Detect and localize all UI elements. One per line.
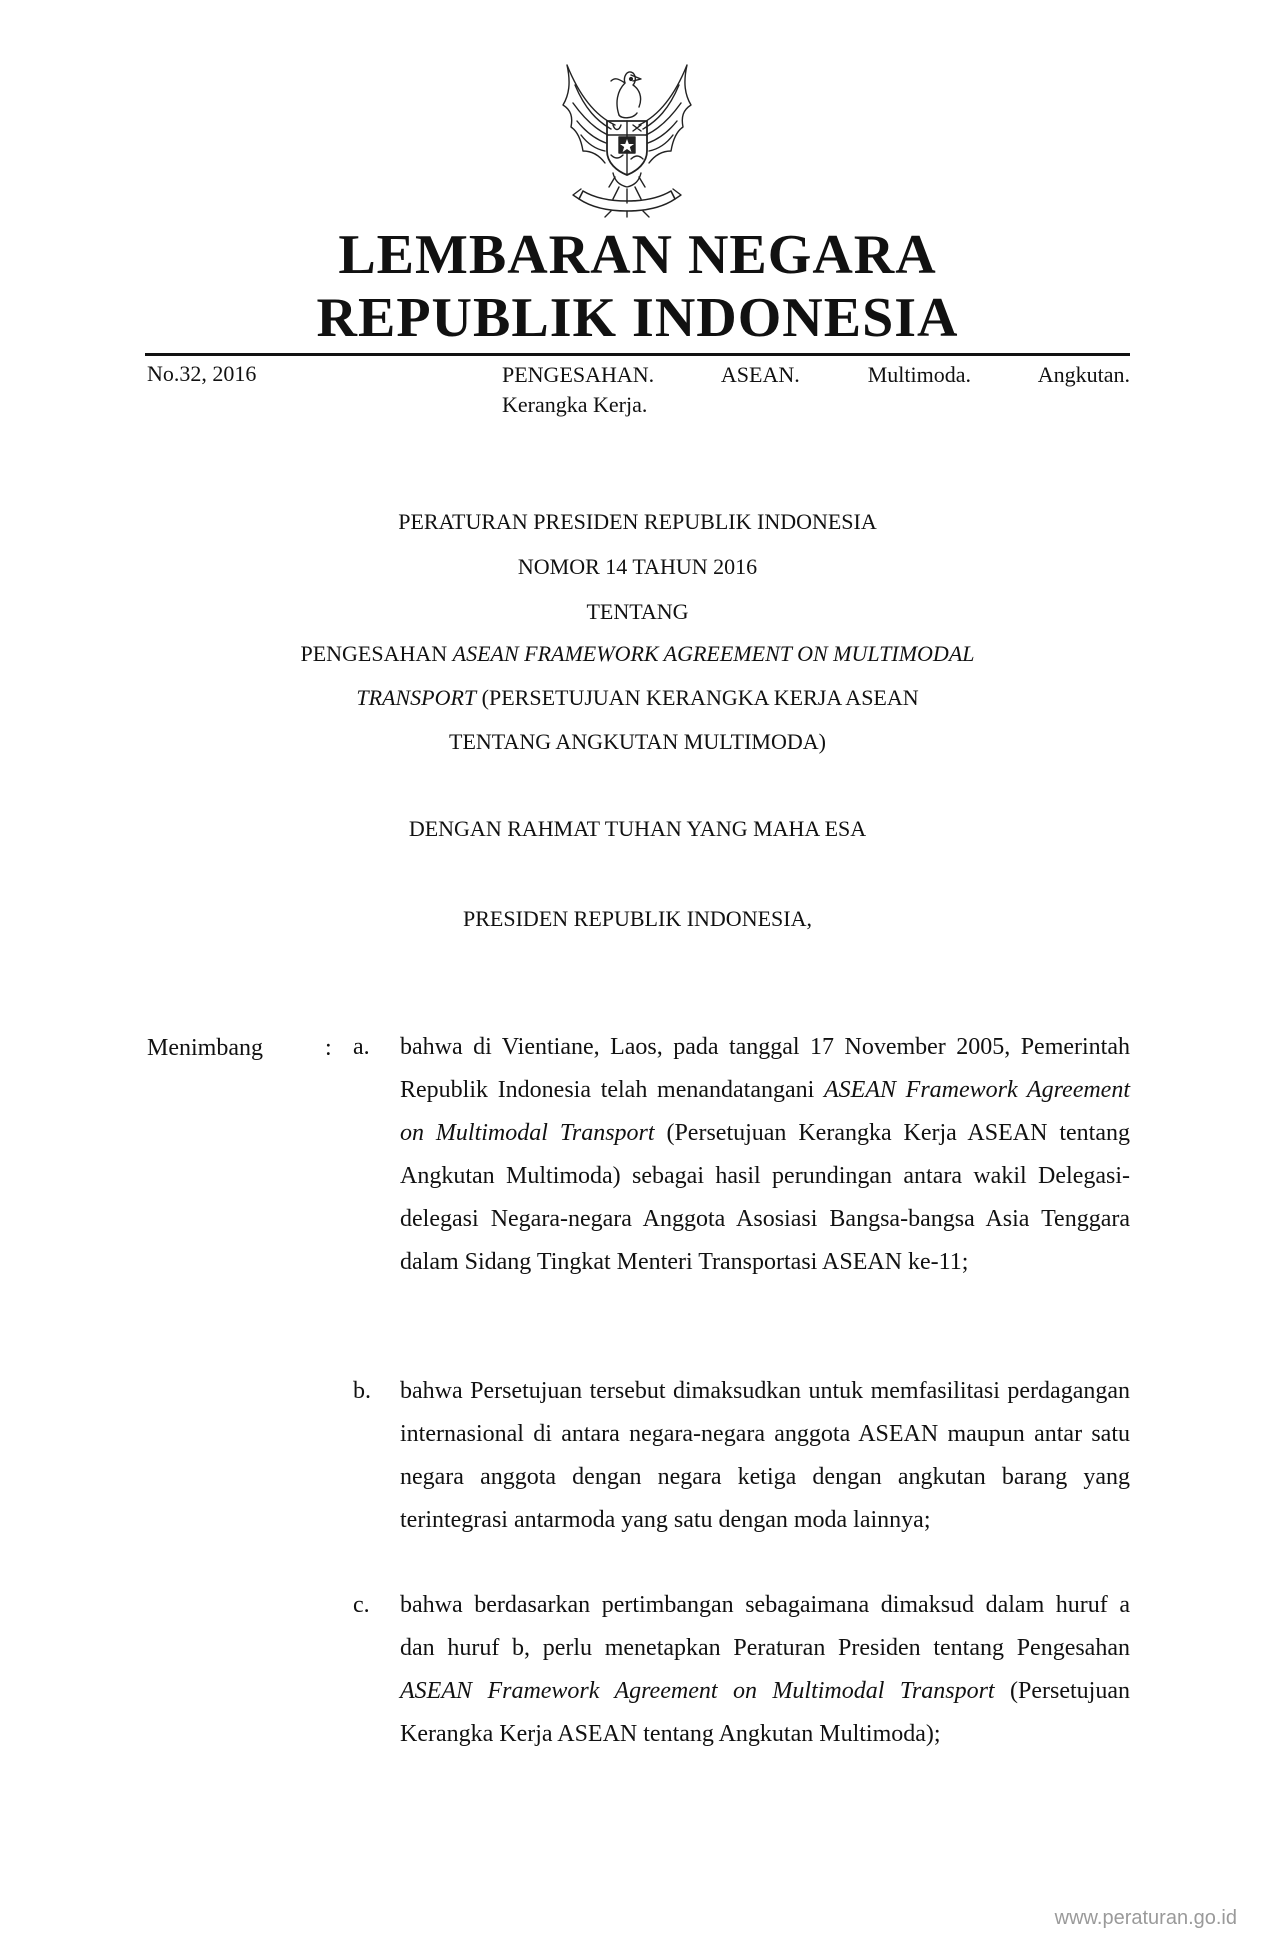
item-text-italic: ASEAN Framework Agreement on Multimodal Transport	[400, 1678, 995, 1704]
regulation-type: PERATURAN PRESIDEN REPUBLIK INDONESIA	[398, 509, 877, 534]
item-text-part: bahwa di Vientiane, Laos, pada tanggal 17 November 2005, Pemerintah Republik Indonesia telah menandatangani	[400, 1034, 1130, 1103]
item-marker: a.	[353, 1034, 370, 1060]
considering-label: Menimbang	[147, 1035, 263, 1061]
gazette-subject-line1: PENGESAHAN. ASEAN. Multimoda. Angkutan.	[502, 362, 1130, 387]
title-divider	[145, 353, 1130, 356]
regulation-title-line2-plain: (PERSETUJUAN KERANGKA KERJA ASEAN	[476, 685, 919, 710]
regulation-title-line2	[145, 684, 1130, 712]
garuda-pancasila-emblem-icon	[553, 55, 701, 220]
regulation-about: TENTANG	[586, 599, 689, 624]
regulation-title-line1	[145, 640, 1130, 668]
considering-item-a	[353, 1026, 1130, 1376]
gazette-title-line2: REPUBLIK INDONESIA	[316, 287, 959, 349]
item-text-italic: ASEAN Framework Agreement on Multimodal Transport	[400, 1077, 1130, 1146]
regulation-title-line2-italic: TRANSPORT	[356, 685, 477, 710]
gazette-number: No.32, 2016	[147, 361, 257, 386]
considering-item-b	[353, 1370, 1130, 1590]
considering-colon: :	[325, 1035, 332, 1061]
regulation-title-line1-plain: PENGESAHAN	[300, 641, 453, 666]
invocation: DENGAN RAHMAT TUHAN YANG MAHA ESA	[408, 816, 867, 841]
regulation-number: NOMOR 14 TAHUN 2016	[517, 554, 758, 579]
issuer: PRESIDEN REPUBLIK INDONESIA,	[463, 906, 812, 931]
item-text-part: bahwa Persetujuan tersebut dimaksudkan untuk memfasilitasi perdagangan internasional di antara negara-negara anggota ASEAN maupun antar satu negara anggota dengan negara ketiga dengan angkutan barang yang terintegrasi antarmoda yang satu dengan moda lainnya;	[400, 1378, 1130, 1533]
item-text-part: bahwa berdasarkan pertimbangan sebagaimana dimaksud dalam huruf a dan huruf b, perlu menetapkan Peraturan Presiden tentang Pengesahan	[400, 1592, 1130, 1661]
regulation-title-line1-italic: ASEAN FRAMEWORK AGREEMENT ON MULTIMODAL	[452, 641, 975, 666]
gazette-subject	[502, 360, 1130, 420]
regulation-title-line3: TENTANG ANGKUTAN MULTIMODA)	[449, 729, 826, 754]
item-marker: b.	[353, 1378, 371, 1404]
considering-item-c	[353, 1584, 1130, 1764]
footer-url[interactable]: www.peraturan.go.id	[1054, 1907, 1237, 1929]
item-text-part: (Persetujuan Kerangka Kerja ASEAN tentang Angkutan Multimoda) sebagai hasil perundingan antara wakil Delegasi-delegasi Negara-negara Anggota Asosiasi Bangsa-bangsa Asia Tenggara dalam Sidang Tingkat Menteri Transportasi ASEAN ke-11;	[400, 1120, 1130, 1275]
gazette-title-line1: LEMBARAN NEGARA	[338, 224, 937, 286]
item-text	[400, 1584, 1130, 1756]
item-text-part: (Persetujuan Kerangka Kerja ASEAN tentang Angkutan Multimoda);	[400, 1678, 1130, 1747]
item-text	[400, 1026, 1130, 1284]
item-text	[400, 1370, 1130, 1542]
gazette-subject-line2: Kerangka Kerja.	[502, 392, 648, 417]
item-marker: c.	[353, 1592, 370, 1618]
